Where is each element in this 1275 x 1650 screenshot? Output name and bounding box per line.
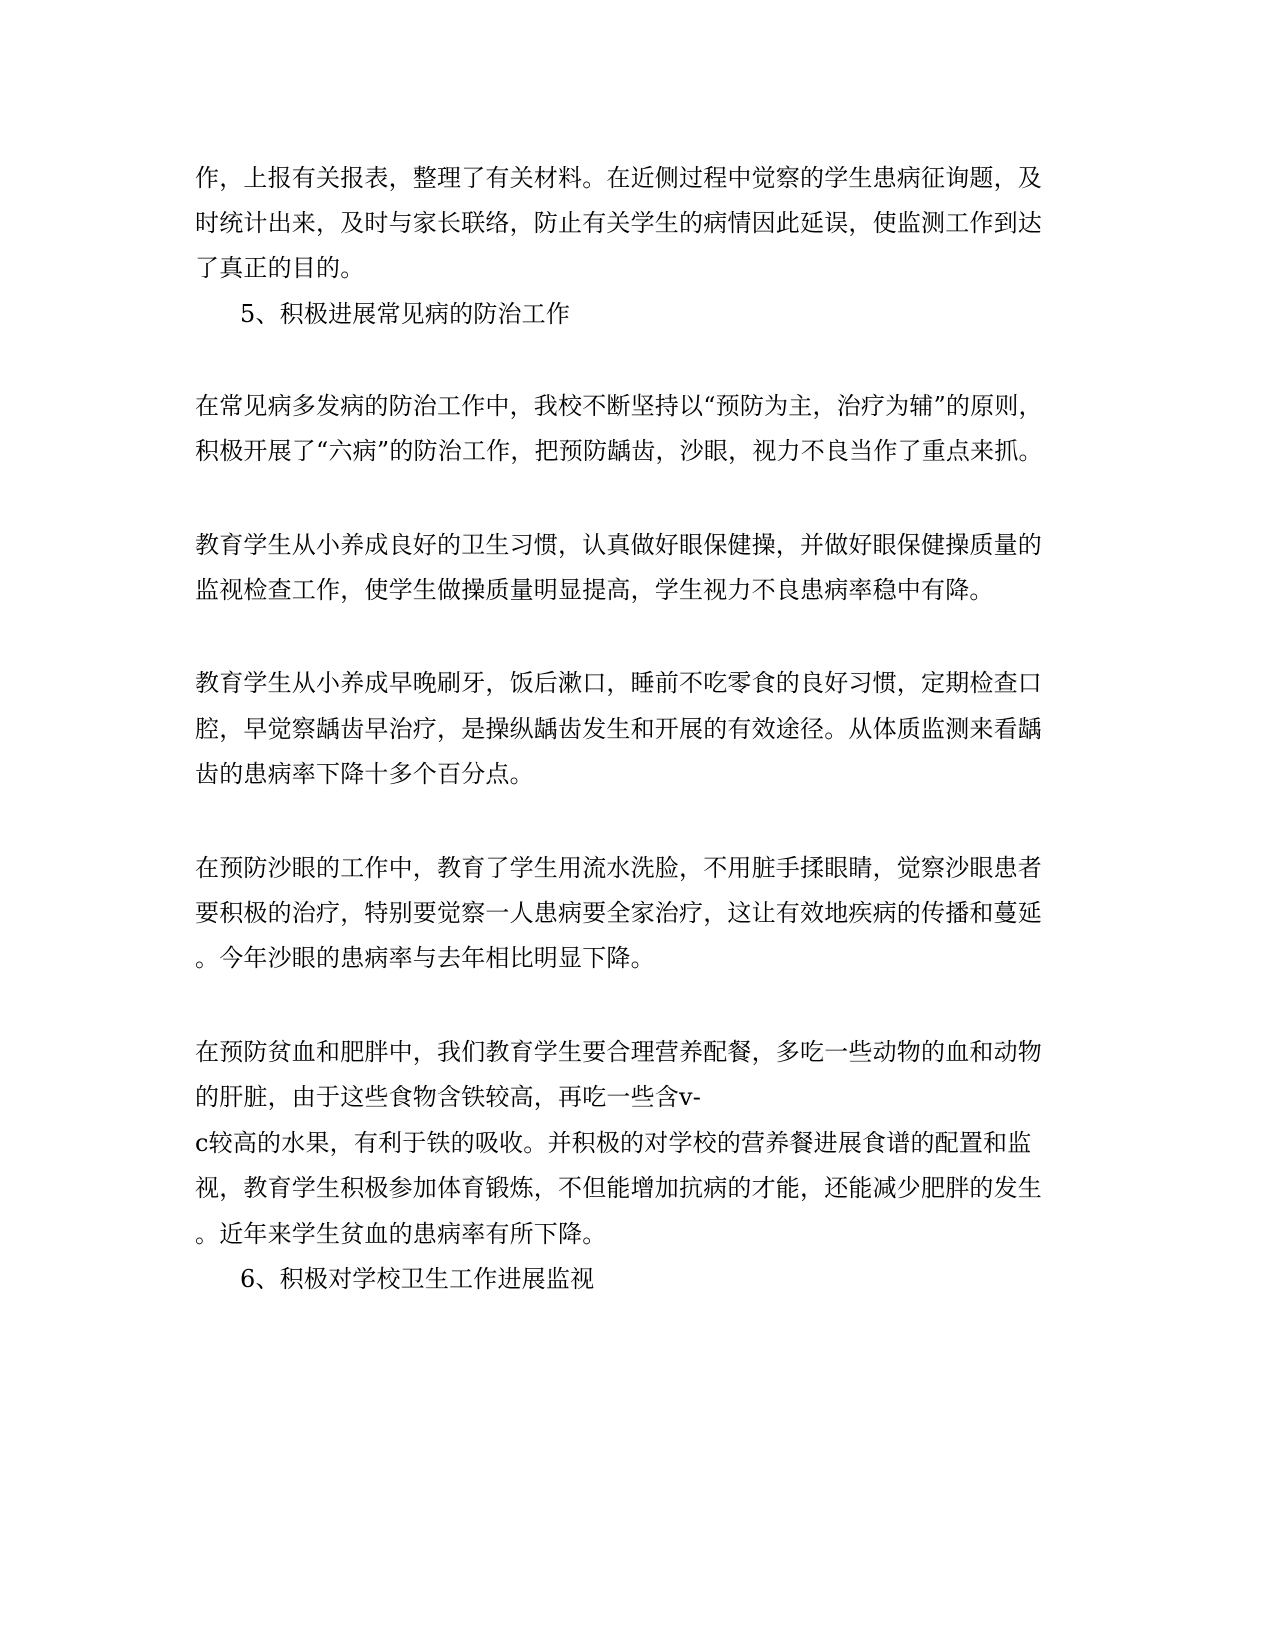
- text-line: 的肝脏，由于这些食物含铁较高，再吃一些含v-: [195, 1083, 702, 1111]
- section-heading-6: 6、积极对学校卫生工作进展监视: [240, 1265, 595, 1293]
- text-line: 在预防沙眼的工作中，教育了学生用流水洗脸，不用脏手揉眼睛，觉察沙眼患者: [195, 854, 1042, 882]
- text-line: 在常见病多发病的防治工作中，我校不断坚持以“预防为主，治疗为辅”的原则，: [195, 392, 1043, 420]
- text-line: 腔，早觉察龋齿早治疗，是操纵龋齿发生和开展的有效途径。从体质监测来看龋: [195, 715, 1042, 743]
- text-line: 了真正的目的。: [195, 254, 365, 282]
- text-line: 齿的患病率下降十多个百分点。: [195, 760, 534, 788]
- text-line: 。近年来学生贫血的患病率有所下降。: [195, 1220, 607, 1248]
- text-line: c较高的水果，有利于铁的吸收。并积极的对学校的营养餐进展食谱的配置和监: [195, 1129, 1032, 1157]
- text-line: 。今年沙眼的患病率与去年相比明显下降。: [195, 944, 655, 972]
- text-line: 监视检查工作，使学生做操质量明显提高，学生视力不良患病率稳中有降。: [195, 576, 994, 604]
- text-line: 视，教育学生积极参加体育锻炼，不但能增加抗病的才能，还能减少肥胖的发生: [195, 1174, 1042, 1202]
- text-line: 要积极的治疗，特别要觉察一人患病要全家治疗，这让有效地疾病的传播和蔓延: [195, 899, 1042, 927]
- text-line: 教育学生从小养成早晚刷牙，饭后漱口，睡前不吃零食的良好习惯，定期检查口: [195, 669, 1042, 697]
- text-line: 时统计出来，及时与家长联络，防止有关学生的病情因此延误，使监测工作到达: [195, 209, 1042, 237]
- text-line: 作，上报有关报表，整理了有关材料。在近侧过程中觉察的学生患病征询题，及: [195, 164, 1042, 192]
- text-line: 在预防贫血和肥胖中，我们教育学生要合理营养配餐，多吃一些动物的血和动物: [195, 1038, 1042, 1066]
- text-line: 教育学生从小养成良好的卫生习惯，认真做好眼保健操，并做好眼保健操质量的: [195, 531, 1042, 559]
- section-heading-5: 5、积极进展常见病的防治工作: [240, 300, 571, 328]
- text-line: 积极开展了“六病”的防治工作，把预防龋齿，沙眼，视力不良当作了重点来抓。: [195, 437, 1043, 465]
